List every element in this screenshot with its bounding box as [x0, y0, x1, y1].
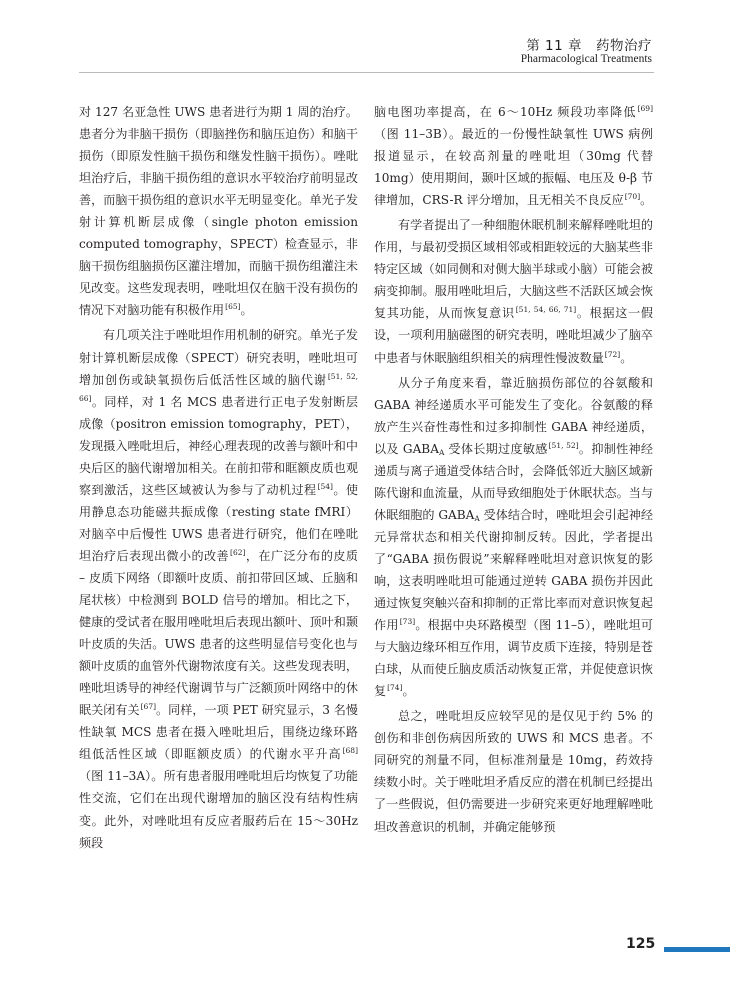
text: 对 127 名亚急性 UWS 患者进行为期 1 周的治疗。患者分为非脑干损伤（即脑挫伤和脑压迫伤）和脑干损伤（即原发性脑干损伤和继发性脑干损伤）。唑吡坦治疗后，非脑干损伤组的意识水平较治疗前明显改善，而脑干损伤组的意识水平无明显变化。单光子发射计算机断层成像（single photon emission computed tomography，SPECT）检查显示，非脑干损伤组脑损伤区灌注增加，而脑干损伤组灌注未见改变。这些发现表明，唑吡坦仅在脑干没有损伤的情况下对脑功能有积极作用	[79, 105, 358, 318]
paragraph	[374, 372, 653, 703]
header-divider	[79, 72, 654, 73]
text: 。	[640, 193, 653, 208]
subscript: A	[438, 447, 445, 457]
citation: [67]	[140, 702, 157, 712]
subscript: A	[474, 513, 480, 523]
footer-accent-bar	[664, 947, 730, 952]
text: 。使用静息态功能磁共振成像（resting state fMRI）对脑卒中后慢性 UWS 患者进行研究，他们在唑吡坦治疗后表现出微小的改善	[79, 482, 358, 563]
chapter-title: 第 11 章 药物治疗	[526, 38, 652, 54]
citation: [68]	[342, 746, 358, 756]
left-column	[79, 101, 358, 854]
text: 。同样，一项 PET 研究显示，3 名慢性缺氧 MCS 患者在摄入唑吡坦后，围绕边缘环路组低活性区域（即眶额皮质）的代谢水平升高	[79, 703, 358, 762]
text: 脑电图功率提高，在 6～10Hz 频段功率降低	[374, 105, 637, 119]
paragraph	[79, 101, 358, 321]
text: 。	[402, 684, 415, 699]
citation: [73]	[399, 617, 416, 627]
citation: [74]	[387, 683, 403, 693]
chapter-title-en: Pharmacological Treatments	[520, 53, 652, 65]
text: 总之，唑吡坦反应较罕见的是仅见于约 5% 的创伤和非创伤病因所致的 UWS 和 MCS 患者。不同研究的剂量不同，但标准剂量是 10mg，药效持续数小时。关于唑吡坦矛盾反应的潜在机制已经提出了一些假说，但仍需要进一步研究来更好地理解唑吡坦改善意识的机制，并确定能够预	[374, 709, 653, 834]
citation: [51, 52, 66]	[79, 371, 358, 403]
citation: [54]	[317, 481, 333, 491]
text: ，在广泛分布的皮质 – 皮质下网络（即额叶皮质、前扣带回区域、丘脑和尾状核）中检测到 BOLD 信号的增加。相比之下，健康的受试者在服用唑吡坦后表现出额叶、顶叶和颞叶皮质的失活。UWS 患者的这些明显信号变化也与额叶皮质的血管外代谢物浓度有关。这些发现表明，唑吡坦诱导的神经代谢调节与广泛额顶叶网络中的休眠关闭有关	[79, 548, 358, 718]
citation: [70]	[624, 192, 641, 202]
text: 有学者提出了一种细胞休眠机制来解释唑吡坦的作用，与最初受损区域相邻或相距较远的大脑某些非特定区域（如同侧和对侧大脑半球或小脑）可能会被病变抑制。服用唑吡坦后，大脑这些不活跃区域会恢复其功能，从而恢复意识	[374, 218, 653, 321]
text: （图 11–3B）。最近的一份慢性缺氧性 UWS 病例报道显示，在较高剂量的唑吡坦（30mg 代替 10mg）使用期间，颞叶区域的振幅、电压及 θ-β 节律增加，CRS-R 评分增加，且无相关不良反应	[374, 127, 653, 208]
text: 从分子角度来看，靠近脑损伤部位的谷氨酸和 GABA 神经递质水平可能发生了变化。谷氨酸的释放产生兴奋性毒性和过多抑制性 GABA 神经递质，以及 GABA	[374, 375, 653, 456]
citation: [69]	[637, 104, 653, 113]
text: 。	[620, 350, 633, 365]
text: 有几项关注于唑吡坦作用机制的研究。单光子发射计算机断层成像（SPECT）研究表明，唑吡坦可增加创伤或缺氧损伤后低活性区域的脑代谢	[79, 328, 358, 387]
paragraph	[79, 324, 358, 853]
text: 受体结合时，唑吡坦会引起神经元异常状态和相关代谢抑制反转。因此，学者提出了“GABA 损伤假说”来解释唑吡坦对意识恢复的影响，这表明唑吡坦可能通过逆转 GABA 损伤并因此通过恢复突触兴奋和抑制的正常比率而对意识恢复起作用	[374, 507, 653, 633]
page-number: 125	[626, 936, 656, 952]
citation: [51, 54, 66, 71]	[515, 305, 577, 315]
paragraph	[374, 101, 653, 211]
paragraph	[374, 214, 653, 368]
citation: [62]	[230, 547, 246, 557]
text: 。根据这一假设，一项利用脑磁图的研究表明，唑吡坦减少了脑卒中患者与休眠脑组织相关的病理性慢波数量	[374, 306, 653, 365]
text: 受体长期过度敏感	[444, 441, 548, 456]
right-column	[374, 101, 653, 838]
citation: [65]	[225, 302, 241, 312]
text: 。	[240, 303, 253, 318]
text: （图 11–3A）。所有患者服用唑吡坦后均恢复了功能性交流，它们在出现代谢增加的脑区没有结构性病变。此外，对唑吡坦有反应者服药后在 15～30Hz 频段	[79, 769, 358, 850]
paragraph	[374, 705, 653, 837]
citation: [72]	[604, 349, 621, 359]
text: 。根据中央环路模型（图 11–5），唑吡坦可与大脑边缘环相互作用，调节皮质下连接，特别是苍白球，从而使丘脑皮质活动恢复正常，并促使意识恢复	[374, 618, 653, 699]
text: 。同样，对 1 名 MCS 患者进行正电子发射断层成像（positron emission tomography，PET），发现摄入唑吡坦后，神经心理表现的改善与额叶和中央后区的脑代谢增加相关。在前扣带和眶额皮质也观察到激活，这些区域被认为参与了动机过程	[79, 394, 358, 497]
text: 。抑制性神经递质与离子通道受体结合时，会降低邻近大脑区域新陈代谢和血流量，从而导致细胞处于休眠状态。当与休眠细胞的 GABA	[374, 441, 653, 522]
citation: [51, 52]	[548, 440, 579, 450]
